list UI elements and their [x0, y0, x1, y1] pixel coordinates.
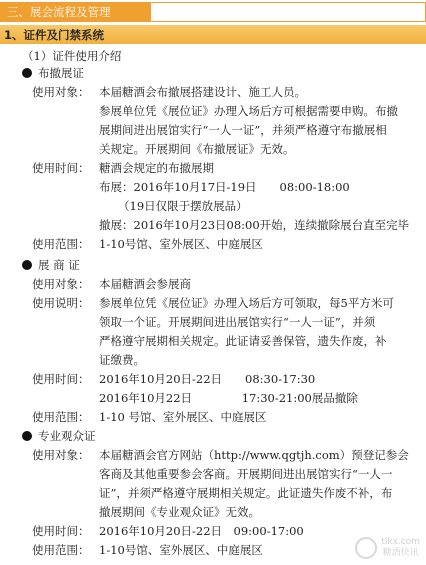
field-value-line: 参展单位凭《展位证》办理入场后方可领取，每5平方米可	[99, 296, 394, 310]
field-label: 使用说明：	[32, 296, 90, 310]
field-value-line: 证缴费。	[99, 353, 145, 367]
sub-heading: （1）证件使用介绍	[22, 49, 122, 63]
field-value-line: 客商及其他重要参会客商。开展期间进出展馆实行“一人一	[99, 467, 393, 481]
field-label: 使用时间：	[32, 161, 90, 175]
watermark-line1: tlkx.com	[381, 537, 420, 547]
field-label: 使用对象：	[32, 277, 90, 291]
field-value-line: 1-10号馆、室外展区、中庭展区	[99, 543, 263, 557]
field-label: 使用时间：	[32, 372, 90, 386]
watermark-line2: 糖酒快讯	[382, 548, 419, 558]
field-value-line: 撤展：2016年10月23日08:00开始，连续撤除展台直至完毕	[99, 218, 410, 232]
field-label: 使用范围：	[32, 237, 90, 251]
badge-section-title	[22, 428, 96, 444]
field-value-line: 关规定。开展期间《布撤展证》无效。	[99, 142, 295, 156]
field-label: 使用对象：	[32, 85, 90, 99]
field-value-line: （19日仅限于摆放展品）	[118, 199, 248, 213]
field-value-line: 严格遵守展期相关规定。此证请妥善保管，遗失作废，补	[99, 334, 387, 348]
field-value-line: 展期间进出展馆实行“一人一证”，并须严格遵守布撤展相	[99, 123, 387, 137]
field-value-line: 1-10号馆、室外展区、中庭展区	[99, 237, 263, 251]
field-value-line: 撤展期间《专业观众证》无效。	[99, 505, 260, 519]
field-value-line: 2016年10月20日-22日 09:00-17:00	[99, 524, 304, 538]
field-value-line: 参展单位凭《展位证》办理入场后方可根据需要申购。布撤	[99, 104, 398, 118]
field-value-line: 2016年10月22日 17:30-21:00展品撤除	[99, 391, 358, 405]
bullet-icon	[22, 260, 32, 270]
badge-title: 展 商 证	[38, 258, 80, 272]
field-value-line: 糖酒会规定的布撤展期	[99, 161, 214, 175]
badge-title: 布撤展证	[38, 66, 84, 80]
section-header	[0, 2, 426, 22]
watermark	[355, 537, 420, 559]
field-label: 使用时间：	[32, 524, 90, 538]
field-value-line: 本届糖酒会参展商	[99, 277, 191, 291]
badge-title: 专业观众证	[38, 429, 96, 443]
bullet-icon	[22, 68, 32, 78]
field-value-line: 2016年10月20日-22日 08:30-17:30	[99, 372, 316, 386]
field-value-line: 本届糖酒会布撤展搭建设计、施工人员。	[99, 85, 306, 99]
field-value-line: 证”，并须严格遵守展期相关规定。此证遗失作废不补，布	[99, 486, 393, 500]
field-label: 使用对象：	[32, 448, 90, 462]
subsection-header: 1、证件及门禁系统	[0, 25, 426, 44]
field-value-line: 1-10 号馆、室外展区、中庭展区	[99, 410, 267, 424]
field-value-line: 布展：2016年10月17日-19日 08:00-18:00	[99, 180, 350, 194]
watermark-logo-icon	[355, 537, 377, 559]
badge-section-title	[22, 65, 84, 81]
field-label: 使用范围：	[32, 410, 90, 424]
field-value-line: 本届糖酒会官方网站（http://www.qgtjh.com）预登记参会	[99, 448, 409, 462]
section-title: 三、展会流程及管理	[1, 3, 151, 21]
bullet-icon	[22, 431, 32, 441]
field-label: 使用范围：	[32, 543, 90, 557]
badge-section-title	[22, 257, 80, 273]
field-value-line: 领取一个证。开展期间进出展馆实行“一人一证”，并须	[99, 315, 376, 329]
